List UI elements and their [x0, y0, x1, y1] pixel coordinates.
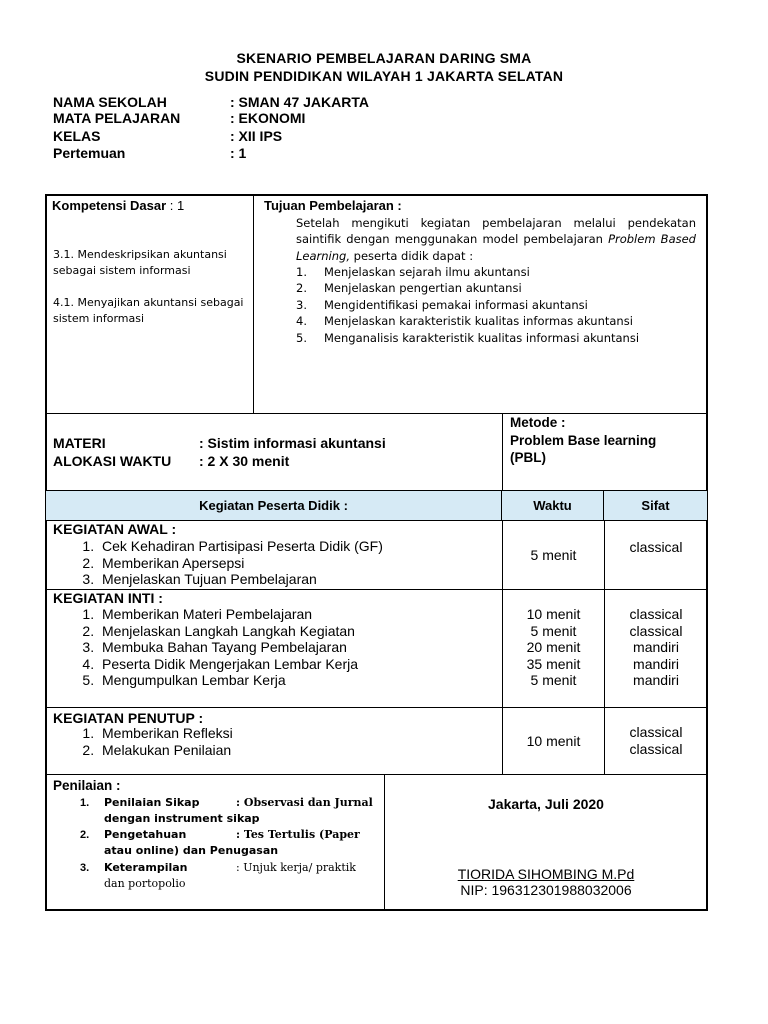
info-label-class: KELAS	[53, 128, 101, 144]
waktu-value: 10 menit	[526, 606, 581, 622]
list-item-text: Mengidentifikasi pemakai informasi akuntansi	[324, 297, 588, 312]
tujuan-heading: Tujuan Pembelajaran :	[264, 198, 402, 213]
tujuan-intro-a: Setelah mengikuti kegiatan pembelajaran melalui pendekatan saintifik dengan menggunakan model pembelajaran	[296, 216, 696, 247]
list-item: 2. Menjelaskan Langkah Langkah Kegiatan	[98, 623, 358, 640]
list-item-number: 4.	[296, 314, 307, 329]
penilaian-desc-pengetahuan: : Tes Tertulis (Paper	[236, 828, 360, 841]
kegiatan-inti-waktu	[503, 606, 604, 689]
list-item: 5. Mengumpulkan Lembar Kerja	[98, 672, 358, 689]
penilaian-item-sikap	[80, 795, 378, 827]
waktu-value: 5 menit	[530, 672, 577, 688]
kompetensi-heading	[52, 198, 184, 213]
penilaian-item-pengetahuan	[80, 827, 378, 859]
kegiatan-penutup-list	[52, 725, 233, 758]
info-label-school: NAMA SEKOLAH	[53, 94, 167, 110]
materi-cell	[46, 414, 502, 490]
kegiatan-awal-waktu: 5 menit	[530, 547, 577, 563]
kegiatan-inti-cell	[46, 590, 502, 707]
list-item	[296, 280, 701, 296]
kegiatan-penutup-cell	[46, 708, 502, 774]
list-item-text: Menjelaskan karakteristik kualitas informas akuntansi	[324, 314, 633, 329]
kompetensi-cell	[46, 195, 254, 414]
list-item: 3. Menjelaskan Tujuan Pembelajaran	[98, 571, 383, 588]
signature-name: TIORIDA SIHOMBING M.Pd	[457, 866, 635, 882]
tujuan-intro-b: peserta didik dapat :	[350, 248, 474, 263]
sifat-value: mandiri	[633, 639, 679, 655]
document-title: SKENARIO PEMBELAJARAN DARING SMA	[236, 50, 532, 66]
kegiatan-penutup-sifat	[605, 724, 707, 757]
tujuan-intro-italic: Problem Based Learning,	[296, 232, 696, 263]
tujuan-intro	[296, 215, 696, 264]
kegiatan-inti-title: KEGIATAN INTI :	[53, 590, 163, 606]
kegiatan-awal-sifat: classical	[629, 539, 683, 555]
penilaian-label-pengetahuan: Pengetahuan	[104, 828, 187, 841]
sifat-value: classical	[629, 740, 683, 757]
metode-label: Metode :	[510, 415, 566, 430]
list-item	[296, 330, 701, 346]
column-header-waktu: Waktu	[502, 490, 604, 521]
penilaian-cont-pengetahuan: atau online) dan Penugasan	[104, 844, 279, 857]
kegiatan-inti-list	[52, 606, 358, 689]
list-item-text: Menjelaskan sejarah ilmu akuntansi	[324, 265, 530, 279]
kegiatan-inti-sifat	[605, 606, 707, 689]
column-header-kegiatan: Kegiatan Peserta Didik :	[46, 490, 502, 521]
kompetensi-item-3-1: 3.1. Mendeskripsikan akuntansi sebagai sistem informasi	[53, 248, 227, 277]
penilaian-label-sikap: Penilaian Sikap	[104, 796, 200, 809]
kegiatan-awal-title: KEGIATAN AWAL :	[53, 521, 177, 537]
metode-cell	[503, 414, 706, 490]
info-label-subject: MATA PELAJARAN	[53, 110, 181, 126]
kegiatan-penutup-waktu: 10 menit	[526, 733, 581, 749]
info-label-meeting: Pertemuan	[53, 145, 126, 161]
kegiatan-awal-cell	[46, 521, 502, 589]
list-item	[296, 297, 701, 313]
signature-place-date: Jakarta, Juli 2020	[488, 796, 604, 812]
sifat-value: classical	[629, 724, 683, 740]
info-value-subject: : EKONOMI	[230, 110, 306, 126]
sifat-value: classical	[629, 606, 683, 622]
list-item-number: 2.	[296, 281, 307, 296]
signature-cell	[385, 775, 707, 910]
kegiatan-awal-list	[52, 538, 383, 588]
list-item-number: 3.	[80, 862, 90, 874]
tujuan-list	[296, 264, 701, 346]
penilaian-cont-sikap: dengan instrument sikap	[104, 812, 260, 825]
materi-value: : Sistim informasi akuntansi	[199, 435, 386, 451]
kompetensi-value: : 1	[166, 198, 185, 213]
list-item: 2. Melakukan Penilaian	[98, 742, 233, 759]
list-item-text: Menganalisis karakteristik kualitas informasi akuntansi	[324, 330, 640, 345]
alokasi-waktu-value: : 2 X 30 menit	[199, 453, 290, 469]
list-item: 1. Memberikan Materi Pembelajaran	[98, 606, 358, 623]
tujuan-cell	[254, 195, 706, 413]
materi-label: MATERI	[53, 435, 106, 451]
list-item: 2. Memberikan Apersepsi	[98, 555, 383, 572]
penilaian-cont-keterampilan: dan portopolio	[104, 877, 186, 890]
list-item: 1. Memberikan Refleksi	[98, 725, 233, 742]
info-value-school: : SMAN 47 JAKARTA	[230, 94, 369, 110]
list-item	[296, 264, 701, 280]
document-subtitle: SUDIN PENDIDIKAN WILAYAH 1 JAKARTA SELATAN	[204, 68, 564, 84]
list-item-number: 1.	[80, 797, 90, 809]
waktu-value: 20 menit	[526, 639, 581, 655]
list-item-text: Menjelaskan pengertian akuntansi	[324, 281, 522, 296]
penilaian-item-keterampilan	[80, 860, 378, 892]
list-item: 1. Cek Kehadiran Partisipasi Peserta Didik (GF)	[98, 538, 383, 555]
waktu-value: 35 menit	[526, 655, 581, 672]
alokasi-waktu-label: ALOKASI WAKTU	[53, 453, 172, 469]
penilaian-cell	[46, 775, 384, 910]
kegiatan-penutup-title: KEGIATAN PENUTUP :	[53, 710, 204, 726]
list-item: 4. Peserta Didik Mengerjakan Lembar Kerja	[98, 656, 358, 673]
sifat-value: classical	[629, 622, 683, 639]
sifat-value: mandiri	[633, 655, 679, 672]
penilaian-label-keterampilan: Keterampilan	[104, 861, 188, 874]
info-value-meeting: : 1	[230, 145, 247, 161]
list-item-number: 3.	[296, 297, 307, 312]
signature-nip: NIP: 196312301988032006	[460, 882, 632, 898]
penilaian-heading: Penilaian :	[53, 778, 121, 793]
kompetensi-item-4-1: 4.1. Menyajikan akuntansi sebagai sistem informasi	[53, 296, 244, 325]
penilaian-desc-keterampilan: : Unjuk kerja/ praktik	[236, 861, 356, 874]
list-item-number: 1.	[296, 265, 307, 279]
sifat-value: mandiri	[633, 672, 679, 688]
list-item-number: 5.	[296, 330, 307, 345]
info-value-class: : XII IPS	[230, 128, 283, 144]
list-item: 3. Membuka Bahan Tayang Pembelajaran	[98, 639, 358, 656]
penilaian-desc-sikap: : Observasi dan Jurnal	[236, 796, 373, 809]
list-item-number: 2.	[80, 829, 90, 841]
column-header-sifat: Sifat	[604, 490, 707, 521]
waktu-value: 5 menit	[530, 622, 577, 639]
metode-value: Problem Base learning (PBL)	[510, 433, 657, 465]
list-item	[296, 313, 701, 329]
kompetensi-label: Kompetensi Dasar	[52, 198, 167, 213]
